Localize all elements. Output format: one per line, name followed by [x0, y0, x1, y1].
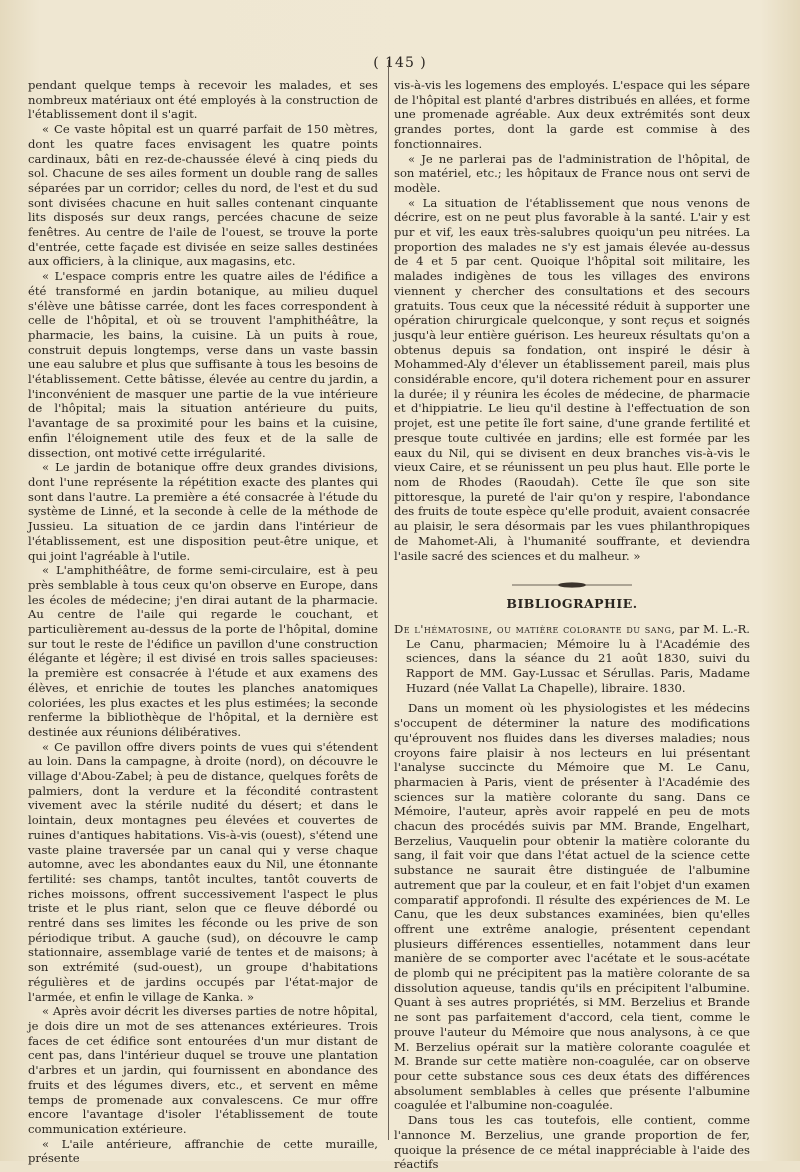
- paragraph: « Le jardin de botanique offre deux grandes divisions, dont l'une représente la répétition exacte des plantes qui sont dans l'autre. La première a été consacrée à l'étude du système de Linné, et la seconde à celle de la méthode de Jussieu. La situation de ce jardin dans l'intérieur de l'établissement, est une disposition peut-être unique, et qui joint l'agréable à l'utile.: [28, 460, 378, 563]
- right-column: [394, 78, 750, 1172]
- left-column: [28, 78, 378, 1166]
- column-divider: [388, 60, 389, 1140]
- paragraph: « Ce vaste hôpital est un quarré parfait de 150 mètres, dont les quatre faces envisagent les quatre points cardinaux, bâti en rez-de-chaussée élevé à cinq pieds du sol. Chacune de ses ailes forment un double rang de salles séparées par un corridor; celles du nord, de l'est et du sud sont divisées chacune en huit salles contenant cinquante lits disposés sur deux rangs, percées chacune de seize fenêtres. Au centre de l'aile de l'ouest, se trouve la porte d'entrée, cette façade est divisée en seize salles destinées aux officiers, à la clinique, aux magasins, etc.: [28, 122, 378, 269]
- bibliography-entry-title: De l'hématosine, ou matière colorante du sang,: [394, 621, 676, 636]
- paragraph: « Je ne parlerai pas de l'administration de l'hôpital, de son matériel, etc.; les hôpitaux de France nous ont servi de modèle.: [394, 151, 750, 195]
- paragraph: Dans un moment où les physiologistes et les médecins s'occupent de déterminer la nature des modifications qu'éprouvent nos fluides dans les diverses maladies; nous croyons faire plaisir à nos lecteurs en lui présentant l'analyse succincte du Mémoire que M. Le Canu, pharmacien à Paris, vient de présenter à l'Académie des sciences sur la matière colorante du sang. Dans ce Mémoire, l'auteur, après avoir rappelé en peu de mots chacun des procédés suivis par MM. Brande, Engelhart, Berzelius, Vauquelin pour obtenir la matière colorante du sang, il fait voir que dans l'état actuel de la science cette substance ne saurait être distinguée de l'albumine autrement que par la couleur, et en fait l'objet d'un examen comparatif approfondi. Il résulte des expériences de M. Le Canu, que les deux substances examinées, bien qu'elles offrent une extrême analogie, présentent cependant plusieurs différences essentielles, notamment dans leur manière de se comporter avec l'acétate et le sous-acétate de plomb qui ne précipitent pas la matière colorante de sa dissolution aqueuse, tandis qu'ils en précipitent l'albumine. Quant à ses autres propriétés, si MM. Berzelius et Brande ne sont pas parfaitement d'accord, cela tient, comme le prouve l'auteur du Mémoire que nous analysons, à ce que M. Berzelius opérait sur la matière colorante coagulée et M. Brande sur cette matière non-coagulée, car on observe pour cette substance sous ces deux états des différences absolument semblables à celles que présente l'albumine coagulée et l'albumine non-coagulée.: [394, 701, 750, 1113]
- paragraph: « La situation de l'établissement que nous venons de décrire, est on ne peut plus favorable à la santé. L'air y est pur et vif, les eaux très-salubres quoiqu'un peu nitrées. La proportion des malades ne s'y est jamais élevée au-dessus de 4 et 5 par cent. Quoique l'hôpital soit militaire, les malades indigènes de tous les villages des environs viennent y chercher des consultations et des secours gratuits. Tous ceux que la nécessité réduit à supporter une opération chirurgicale quelconque, y sont reçus et soignés jusqu'à leur entière guérison. Les heureux résultats qu'on a obtenus depuis sa fondation, ont inspiré le désir à Mohammed-Aly d'élever un établissement pareil, mais plus considérable encore, qu'il dotera richement pour en assurer la durée; il y réunira les écoles de médecine, de pharmacie et d'hippiatrie. Le lieu qu'il destine à l'effectuation de son projet, est une petite île fort saine, d'une grande fertilité et presque toute cultivée en jardins; elle est formée par les eaux du Nil, qui se divisent en deux branches vis-à-vis le vieux Caire, et se réunissent un peu plus haut. Elle porte le nom de Rhodes (Raoudah). Cette île que son site pittoresque, la pureté de l'air qu'on y respire, l'abondance des fruits de toute espèce qu'elle produit, avaient consacrée au plaisir, le sera désormais par les vues philanthropiques de Mahomet-Ali, à l'humanité souffrante, et deviendra l'asile sacré des sciences et du malheur. »: [394, 195, 750, 563]
- paragraph: Dans tous les cas toutefois, elle contient, comme l'annonce M. Berzelius, une grande proportion de fer, quoique la présence de ce métal inappréciable à l'aide des réactifs: [394, 1113, 750, 1172]
- paragraph: « L'amphithéâtre, de forme semi-circulaire, est à peu près semblable à tous ceux qu'on observe en Europe, dans les écoles de médecine; j'en dirai autant de la pharmacie. Au centre de l'aile qui regarde le couchant, et particulièrement au-dessus de la porte de l'hôpital, domine sur tout le reste de l'édifice un pavillon d'une construction élégante et légère; il est divisé en trois salles spacieuses: la première est consacrée à l'étude et aux examens des élèves, et enrichie de toutes les planches anatomiques coloriées, les plus exactes et les plus estimées; la seconde renferme la bibliothèque de l'hôpital, et la dernière est destinée aux réunions délibératives.: [28, 563, 378, 739]
- bibliography-entry: [394, 622, 750, 696]
- paragraph: vis-à-vis les logemens des employés. L'espace qui les sépare de l'hôpital est planté d'arbres distribués en allées, et forme une promenade agréable. Aux deux extrémités sont deux grandes portes, dont la garde est commise à des fonctionnaires.: [394, 78, 750, 151]
- paragraph: « Ce pavillon offre divers points de vues qui s'étendent au loin. Dans la campagne, à droite (nord), on découvre le village d'Abou-Zabel; à peu de distance, quelques forêts de palmiers, dont la verdure et la fécondité contrastent vivement avec la stérile nudité du désert; et dans le lointain, deux montagnes peu élevées et couvertes de ruines d'antiques habitations. Vis-à-vis (ouest), s'étend une vaste plaine traversée par un canal qui y verse chaque automne, avec les abondantes eaux du Nil, une étonnante fertilité: ses champs, tantôt incultes, tantôt couverts de riches moissons, offrent successivement l'aspect le plus triste et le plus riant, selon que ce fleuve débordé ou rentré dans ses limites les féconde ou les prive de son périodique tribut. A gauche (sud), on découvre le camp stationnaire, assemblage varié de tentes et de maisons; à son extrémité (sud-ouest), un groupe d'habitations régulières et de jardins occupés par l'état-major de l'armée, et enfin le village de Kanka. »: [28, 739, 378, 1004]
- bibliography-heading: BIBLIOGRAPHIE.: [506, 596, 638, 612]
- paragraph: « Après avoir décrit les diverses parties de notre hôpital, je dois dire un mot de ses attenances extérieures. Trois faces de cet édifice sont entourées d'un mur distant de cent pas, dans l'intérieur duquel se trouve une plantation d'arbres et un jardin, qui fournissent en abondance des fruits et des légumes divers, etc., et servent en même temps de promenade aux convalescens. Ce mur offre encore l'avantage d'isoler l'établissement de toute communication extérieure.: [28, 1004, 378, 1136]
- section-ornament: [512, 581, 632, 589]
- paragraph: « L'espace compris entre les quatre ailes de l'édifice a été transformé en jardin botanique, au milieu duquel s'élève une bâtisse carrée, dont les faces correspondent à celle de l'hôpital, et où se trouvent l'amphithéâtre, la pharmacie, les bains, la cuisine. Là un puits à roue, construit depuis longtemps, verse dans un vaste bassin une eau salubre et plus que suffisante à tous les besoins de l'établissement. Cette bâtisse, élevée au centre du jardin, a l'inconvénient de masquer une partie de la vue intérieure de l'hôpital; mais la situation antérieure du puits, l'avantage de sa proximité pour les bains et la cuisine, enfin l'éloignement utile des feux et de la salle de dissection, ont motivé cette irrégularité.: [28, 269, 378, 460]
- bibliography-entry-details: par M. L.-R. Le Canu, pharmacien; Mémoire lu à l'Académie des sciences, dans la séance du 21 août 1830, suivi du Rapport de MM. Gay-Lussac et Sérullas. Paris, Madame Huzard (née Vallat La Chapelle), libraire. 1830.: [406, 621, 750, 695]
- page-number: ( 145 ): [373, 55, 427, 71]
- paragraph: « L'aile antérieure, affranchie de cette muraille, présente: [28, 1136, 378, 1166]
- paragraph: pendant quelque temps à recevoir les malades, et ses nombreux matériaux ont été employés à la construction de l'établissement dont il s'agit.: [28, 78, 378, 122]
